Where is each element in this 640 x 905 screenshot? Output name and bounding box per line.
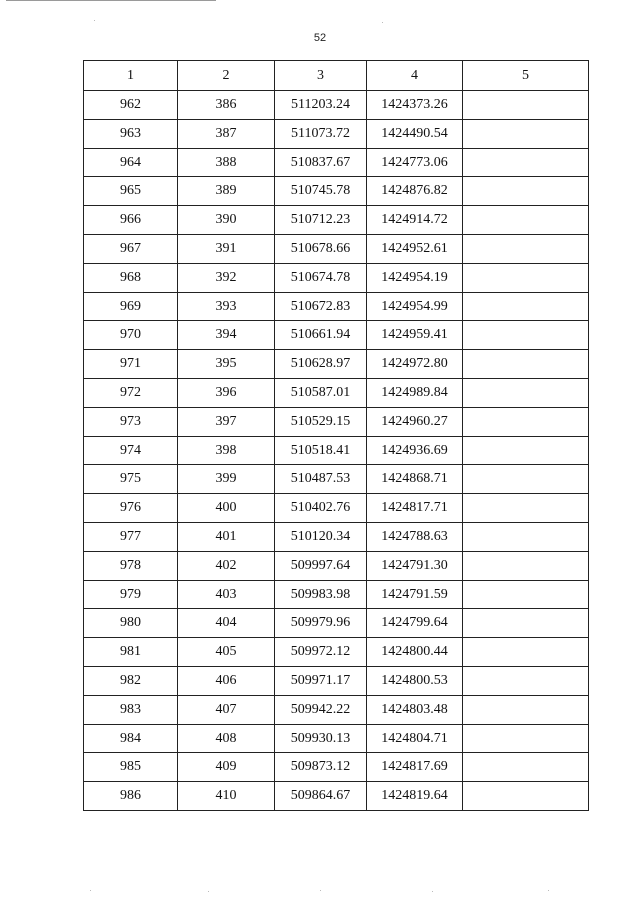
cell-note (463, 638, 589, 667)
cell-note (463, 91, 589, 120)
cell-y-coordinate: 1424936.69 (367, 436, 463, 465)
coordinates-table-body (84, 61, 589, 811)
cell-y-coordinate: 1424914.72 (367, 206, 463, 235)
cell-note (463, 436, 589, 465)
cell-point-number: 391 (178, 234, 275, 263)
column-header: 1 (84, 61, 178, 91)
cell-row-number: 980 (84, 609, 178, 638)
cell-note (463, 206, 589, 235)
cell-x-coordinate: 509997.64 (275, 551, 367, 580)
cell-y-coordinate: 1424791.59 (367, 580, 463, 609)
cell-note (463, 724, 589, 753)
cell-row-number: 976 (84, 494, 178, 523)
column-header: 2 (178, 61, 275, 91)
cell-point-number: 405 (178, 638, 275, 667)
table-row (84, 465, 589, 494)
cell-note (463, 551, 589, 580)
cell-x-coordinate: 510402.76 (275, 494, 367, 523)
table-row (84, 350, 589, 379)
cell-x-coordinate: 510712.23 (275, 206, 367, 235)
cell-point-number: 401 (178, 522, 275, 551)
cell-row-number: 986 (84, 782, 178, 811)
cell-note (463, 782, 589, 811)
cell-x-coordinate: 510518.41 (275, 436, 367, 465)
cell-point-number: 389 (178, 177, 275, 206)
table-row (84, 378, 589, 407)
cell-row-number: 967 (84, 234, 178, 263)
table-row (84, 234, 589, 263)
cell-y-coordinate: 1424490.54 (367, 119, 463, 148)
cell-x-coordinate: 510587.01 (275, 378, 367, 407)
cell-y-coordinate: 1424960.27 (367, 407, 463, 436)
cell-point-number: 386 (178, 91, 275, 120)
cell-y-coordinate: 1424959.41 (367, 321, 463, 350)
table-row (84, 119, 589, 148)
cell-point-number: 403 (178, 580, 275, 609)
table-row (84, 695, 589, 724)
cell-row-number: 983 (84, 695, 178, 724)
cell-row-number: 970 (84, 321, 178, 350)
page-number: 52 (313, 32, 327, 44)
cell-y-coordinate: 1424817.71 (367, 494, 463, 523)
table-row (84, 263, 589, 292)
column-header: 3 (275, 61, 367, 91)
cell-point-number: 407 (178, 695, 275, 724)
cell-x-coordinate: 509983.98 (275, 580, 367, 609)
table-row (84, 724, 589, 753)
cell-point-number: 404 (178, 609, 275, 638)
cell-point-number: 395 (178, 350, 275, 379)
cell-note (463, 695, 589, 724)
cell-point-number: 406 (178, 666, 275, 695)
cell-note (463, 494, 589, 523)
cell-point-number: 409 (178, 753, 275, 782)
cell-x-coordinate: 509864.67 (275, 782, 367, 811)
cell-x-coordinate: 509930.13 (275, 724, 367, 753)
cell-note (463, 292, 589, 321)
cell-row-number: 968 (84, 263, 178, 292)
cell-y-coordinate: 1424791.30 (367, 551, 463, 580)
cell-y-coordinate: 1424773.06 (367, 148, 463, 177)
cell-note (463, 465, 589, 494)
table-row (84, 148, 589, 177)
cell-row-number: 982 (84, 666, 178, 695)
cell-note (463, 177, 589, 206)
table-row (84, 753, 589, 782)
table-row (84, 91, 589, 120)
table-row (84, 321, 589, 350)
cell-point-number: 400 (178, 494, 275, 523)
cell-point-number: 408 (178, 724, 275, 753)
cell-y-coordinate: 1424876.82 (367, 177, 463, 206)
column-header: 4 (367, 61, 463, 91)
cell-x-coordinate: 510628.97 (275, 350, 367, 379)
cell-point-number: 410 (178, 782, 275, 811)
cell-y-coordinate: 1424817.69 (367, 753, 463, 782)
cell-note (463, 119, 589, 148)
cell-point-number: 399 (178, 465, 275, 494)
table-header-row (84, 61, 589, 91)
table-row (84, 782, 589, 811)
cell-note (463, 234, 589, 263)
cell-point-number: 387 (178, 119, 275, 148)
table-row (84, 638, 589, 667)
cell-x-coordinate: 509873.12 (275, 753, 367, 782)
cell-row-number: 963 (84, 119, 178, 148)
cell-point-number: 388 (178, 148, 275, 177)
table-row (84, 436, 589, 465)
cell-x-coordinate: 510745.78 (275, 177, 367, 206)
cell-x-coordinate: 509979.96 (275, 609, 367, 638)
cell-point-number: 397 (178, 407, 275, 436)
cell-row-number: 973 (84, 407, 178, 436)
cell-x-coordinate: 511073.72 (275, 119, 367, 148)
column-header: 5 (463, 61, 589, 91)
table-row (84, 580, 589, 609)
cell-x-coordinate: 510529.15 (275, 407, 367, 436)
cell-y-coordinate: 1424803.48 (367, 695, 463, 724)
cell-note (463, 609, 589, 638)
cell-row-number: 984 (84, 724, 178, 753)
cell-row-number: 979 (84, 580, 178, 609)
cell-point-number: 398 (178, 436, 275, 465)
cell-y-coordinate: 1424819.64 (367, 782, 463, 811)
table-row (84, 177, 589, 206)
cell-note (463, 263, 589, 292)
coordinates-table (83, 60, 589, 811)
table-row (84, 551, 589, 580)
cell-row-number: 974 (84, 436, 178, 465)
cell-note (463, 407, 589, 436)
table-row (84, 407, 589, 436)
cell-x-coordinate: 510120.34 (275, 522, 367, 551)
cell-x-coordinate: 511203.24 (275, 91, 367, 120)
cell-y-coordinate: 1424373.26 (367, 91, 463, 120)
cell-x-coordinate: 510678.66 (275, 234, 367, 263)
table-row (84, 522, 589, 551)
cell-x-coordinate: 509972.12 (275, 638, 367, 667)
cell-y-coordinate: 1424952.61 (367, 234, 463, 263)
cell-y-coordinate: 1424868.71 (367, 465, 463, 494)
cell-row-number: 975 (84, 465, 178, 494)
cell-y-coordinate: 1424972.80 (367, 350, 463, 379)
table-row (84, 206, 589, 235)
cell-point-number: 394 (178, 321, 275, 350)
cell-row-number: 965 (84, 177, 178, 206)
cell-y-coordinate: 1424989.84 (367, 378, 463, 407)
cell-point-number: 396 (178, 378, 275, 407)
cell-row-number: 966 (84, 206, 178, 235)
cell-y-coordinate: 1424954.19 (367, 263, 463, 292)
cell-y-coordinate: 1424954.99 (367, 292, 463, 321)
cell-row-number: 969 (84, 292, 178, 321)
cell-y-coordinate: 1424800.44 (367, 638, 463, 667)
cell-note (463, 350, 589, 379)
cell-row-number: 981 (84, 638, 178, 667)
cell-point-number: 392 (178, 263, 275, 292)
cell-note (463, 666, 589, 695)
cell-note (463, 321, 589, 350)
cell-y-coordinate: 1424800.53 (367, 666, 463, 695)
cell-y-coordinate: 1424799.64 (367, 609, 463, 638)
cell-x-coordinate: 510672.83 (275, 292, 367, 321)
cell-x-coordinate: 510837.67 (275, 148, 367, 177)
cell-point-number: 393 (178, 292, 275, 321)
table-row (84, 609, 589, 638)
cell-x-coordinate: 509971.17 (275, 666, 367, 695)
cell-note (463, 148, 589, 177)
cell-row-number: 972 (84, 378, 178, 407)
table-row (84, 292, 589, 321)
cell-note (463, 378, 589, 407)
cell-row-number: 985 (84, 753, 178, 782)
table-row (84, 494, 589, 523)
cell-row-number: 978 (84, 551, 178, 580)
cell-row-number: 964 (84, 148, 178, 177)
cell-point-number: 402 (178, 551, 275, 580)
cell-x-coordinate: 509942.22 (275, 695, 367, 724)
cell-y-coordinate: 1424788.63 (367, 522, 463, 551)
cell-x-coordinate: 510674.78 (275, 263, 367, 292)
scan-top-rule (6, 0, 216, 1)
cell-note (463, 522, 589, 551)
cell-row-number: 971 (84, 350, 178, 379)
cell-note (463, 753, 589, 782)
cell-row-number: 977 (84, 522, 178, 551)
cell-note (463, 580, 589, 609)
cell-row-number: 962 (84, 91, 178, 120)
cell-point-number: 390 (178, 206, 275, 235)
table-row (84, 666, 589, 695)
cell-y-coordinate: 1424804.71 (367, 724, 463, 753)
cell-x-coordinate: 510661.94 (275, 321, 367, 350)
cell-x-coordinate: 510487.53 (275, 465, 367, 494)
